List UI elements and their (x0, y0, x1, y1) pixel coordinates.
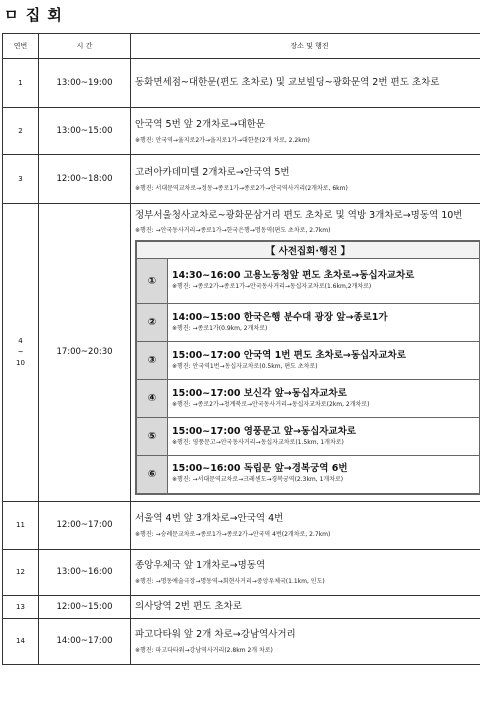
sub-row-place: 14:30~16:00 고용노동청앞 편도 초차로→동십자교차로 (172, 270, 415, 281)
sub-row-place: 15:00~17:00 영풍문고 앞→동십자교차로 (172, 425, 356, 437)
row-number: 4 ~ 10 (3, 204, 39, 502)
row-place: 고려아카데미텔 2개차로→안국역 5번 (135, 167, 290, 178)
table-row (3, 108, 480, 155)
sub-row-place: 15:00~17:00 안국역 1번 편도 초차로→동십자교차로 (172, 349, 406, 361)
row-place: 서울역 4번 앞 3개차로→안국역 4번 (135, 513, 284, 524)
row-place: 안국역 5번 앞 2개차로→대한문 (135, 119, 266, 130)
row-place: 동화면세점~대한문(편도 초차로) 및 교보빌딩~광화문역 2번 편도 초차로 (135, 77, 440, 88)
column-header-no: 연번 (3, 34, 39, 59)
row-place: 파고다타워 앞 2개 차로→강남역사거리 (135, 629, 296, 640)
row-number: 13 (3, 595, 39, 618)
row-number: 2 (3, 108, 39, 155)
sub-row (136, 259, 480, 304)
sub-row-place: 15:00~16:00 독립문 앞→경복궁역 6번 (172, 463, 348, 475)
table-row (3, 549, 480, 595)
row-place: 의사당역 2번 편도 초차로 (135, 600, 242, 612)
row-route: ※행진: 파고다타워→강남역사거리(2.8km 2개 차로) (135, 647, 273, 654)
table-row (3, 59, 480, 108)
sub-row (136, 418, 480, 456)
table-row (3, 155, 480, 204)
row-route: ※행진: 안국역→율지로2가→을지로1가→대한문(2개 차로, 2.2km) (135, 137, 310, 144)
sub-row-number: ④ (136, 380, 168, 418)
row-route: ※행진: →명동예술극장→명동역→회현사거리→중앙우체국(1.1km, 인도) (135, 578, 325, 585)
row-place: 종앙우체국 앞 1개차로→명동역 (135, 560, 266, 571)
sub-row-place: 14:00~15:00 한국은행 분수대 광장 앞→종로1가 (172, 311, 388, 323)
row-time: 17:00~20:30 (39, 204, 131, 502)
row-number: 3 (3, 155, 39, 204)
sub-row-route: ※행진: →종로2가→청계북로→안국동사거리→동십자교차로(2km, 2개차로) (172, 400, 370, 408)
sub-row-route: ※행진: →종로2가→종로1가→안국동사거리→동십자교차로(1.6km,2개차로) (172, 283, 372, 290)
row-route: ※행진: →숭례문교차로→종로1가→종로2가→안국역 4번(2개차로, 2.7km) (135, 531, 331, 538)
table-row (3, 204, 480, 502)
row-number: 11 (3, 501, 39, 549)
sub-row-number: ② (136, 304, 168, 342)
row-route: ※행진: 서대문역교차로→정동→종로1가→종로2가→안국역사거리(2개차로, 6km) (135, 185, 348, 192)
row-route: ※행진: →안국동사거리→종로1가→한국은행→명동역(편도 초차로, 2.7km) (135, 227, 331, 234)
table-row (3, 595, 480, 618)
sub-row-number: ③ (136, 342, 168, 380)
subtable-header: 【 사전집회·행진 】 (136, 241, 480, 259)
row-place: 정부서울청사교차로~광화문삼거리 편도 초차로 및 역방 3개차로→명동역 10번 (135, 210, 463, 221)
row-time: 14:00~17:00 (39, 618, 131, 664)
page-title: ㅁ 집 회 (4, 6, 63, 24)
row-time: 12:00~15:00 (39, 595, 131, 618)
row-time: 12:00~17:00 (39, 501, 131, 549)
row-number: 1 (3, 59, 39, 108)
table-row (3, 618, 480, 664)
sub-row (136, 304, 480, 342)
sub-row-number: ⑤ (136, 418, 168, 456)
sub-row (136, 456, 480, 494)
sub-row (136, 380, 480, 418)
row-number: 12 (3, 549, 39, 595)
pre-rally-subtable (135, 240, 480, 495)
sub-row-number: ① (136, 259, 168, 304)
sub-row-route: ※행진: 영풍문고→안국동사거리→동십자교차로(1.5km, 1개차로) (172, 438, 344, 446)
sub-row (136, 342, 480, 380)
row-time: 13:00~15:00 (39, 108, 131, 155)
sub-row-place: 15:00~17:00 보신각 앞→동십자교차로 (172, 387, 347, 399)
sub-row-number: ⑥ (136, 456, 168, 494)
row-time: 13:00~16:00 (39, 549, 131, 595)
sub-row-route: ※행진: 안국역1번→동십자교차로(0.5km, 편도 초차로) (172, 362, 318, 370)
row-time: 12:00~18:00 (39, 155, 131, 204)
rally-schedule-table (2, 33, 480, 665)
row-number: 14 (3, 618, 39, 664)
column-header-time: 시 간 (39, 34, 131, 59)
sub-row-route: ※행진: →종로1가(0.9km, 2개차로) (172, 324, 268, 332)
row-time: 13:00~19:00 (39, 59, 131, 108)
table-header-row (3, 34, 480, 59)
table-row (3, 501, 480, 549)
column-header-place: 장소 및 행진 (131, 34, 480, 59)
sub-row-route: ※행진: →서대문역교차로→크레센도→경복궁역(2.3km, 1개차로) (172, 476, 344, 484)
